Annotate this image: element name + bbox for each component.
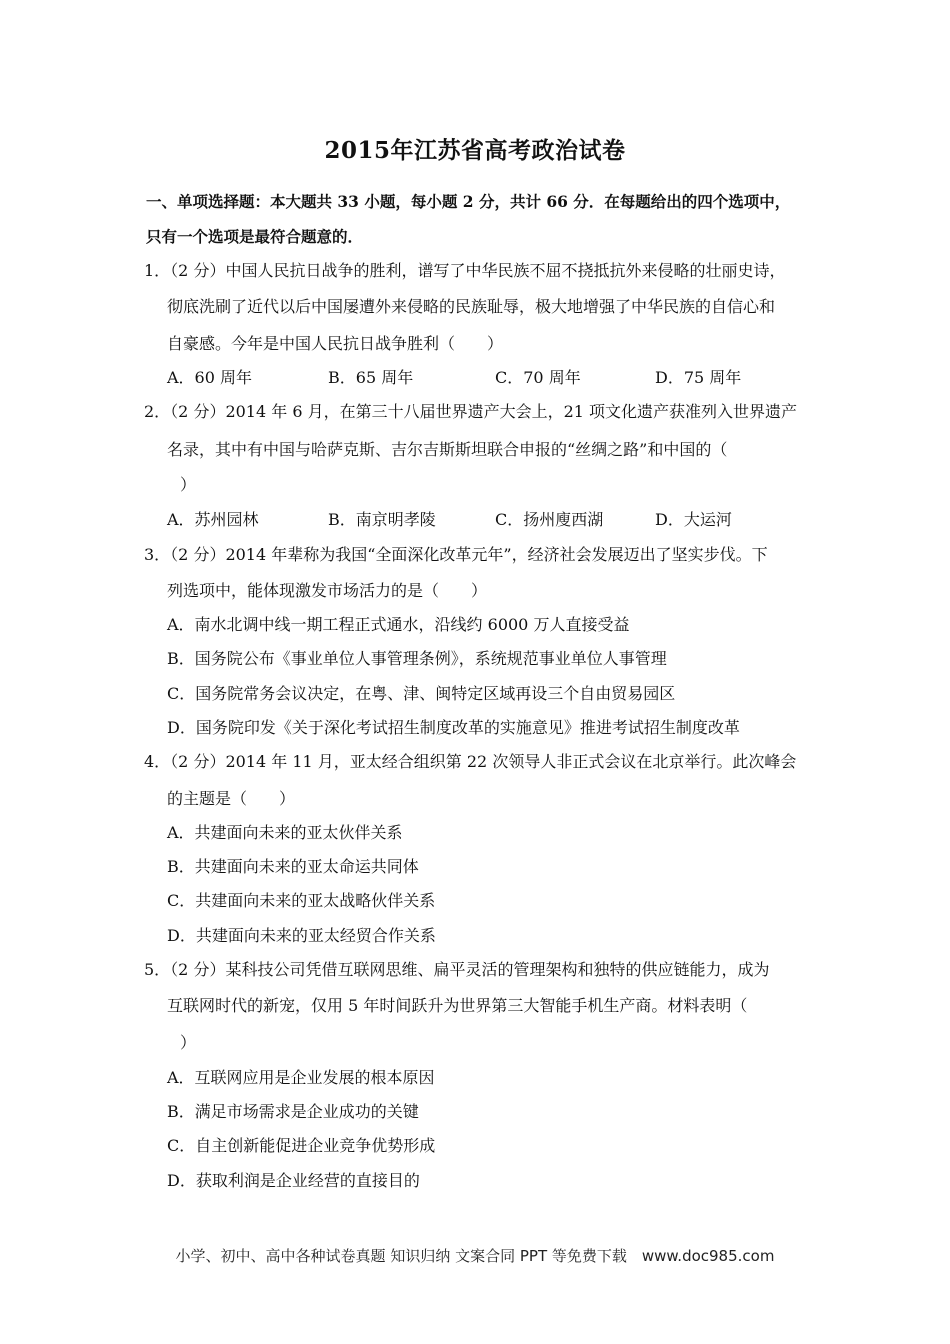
question-5-line-3: ） <box>180 1033 197 1052</box>
question-2-option-d: D．大运河 <box>655 510 732 529</box>
question-1-line-2: 彻底洗刷了近代以后中国屡遭外来侵略的民族耻辱，极大地增强了中华民族的自信心和 <box>167 297 776 316</box>
question-5-line-2: 互联网时代的新宠，仅用 5 年时间跃升为世界第三大智能手机生产商。材料表明（ <box>167 996 748 1015</box>
question-5-option-b: B．满足市场需求是企业成功的关键 <box>167 1102 419 1121</box>
question-5-line-1: 5．（2 分）某科技公司凭借互联网思维、扁平灵活的管理架构和独特的供应链能力，成为 <box>144 960 770 979</box>
question-1-option-a: A．60 周年 <box>167 368 253 387</box>
question-1-line-1: 1．（2 分）中国人民抗日战争的胜利，谱写了中华民族不屈不挠抵抗外来侵略的壮丽史诗， <box>144 261 786 280</box>
question-4-option-b: B．共建面向未来的亚太命运共同体 <box>167 857 419 876</box>
question-2-option-a: A．苏州园林 <box>167 510 259 529</box>
question-1-line-3: 自豪感。今年是中国人民抗日战争胜利（ ） <box>167 334 504 353</box>
question-4-option-c: C．共建面向未来的亚太战略伙伴关系 <box>167 891 436 910</box>
question-3-option-c: C．国务院常务会议决定，在粤、津、闽特定区域再设三个自由贸易园区 <box>167 684 676 703</box>
question-4-line-2: 的主题是（ ） <box>167 789 296 808</box>
question-3-line-1: 3．（2 分）2014 年辈称为我国“全面深化改革元年”，经济社会发展迈出了坚实步伐。下 <box>144 545 768 564</box>
question-2-line-2: 名录，其中有中国与哈萨克斯、吉尔吉斯斯坦联合申报的“丝绸之路”和中国的（ <box>167 440 728 459</box>
question-3-line-2: 列选项中，能体现激发市场活力的是（ ） <box>167 581 488 600</box>
question-5-option-a: A．互联网应用是企业发展的根本原因 <box>167 1068 435 1087</box>
section-heading-line-2: 只有一个选项是最符合题意的． <box>146 227 364 246</box>
question-3-option-a: A．南水北调中线一期工程正式通水，沿线约 6000 万人直接受益 <box>167 615 630 634</box>
page-title: 2015年江苏省高考政治试卷 <box>324 137 626 164</box>
question-5-option-c: C．自主创新能促进企业竞争优势形成 <box>167 1136 436 1155</box>
question-2-line-1: 2．（2 分）2014 年 6 月，在第三十八届世界遗产大会上，21 项文化遗产获准列入世界遗产 <box>144 402 798 421</box>
question-4-option-d: D．共建面向未来的亚太经贸合作关系 <box>167 926 436 945</box>
question-3-option-b: B．国务院公布《事业单位人事管理条例》，系统规范事业单位人事管理 <box>167 649 667 668</box>
question-4-option-a: A．共建面向未来的亚太伙伴关系 <box>167 823 403 842</box>
question-1-option-c: C．70 周年 <box>495 368 581 387</box>
question-4-line-1: 4．（2 分）2014 年 11 月，亚太经合组织第 22 次领导人非正式会议在北京举行。此次峰会 <box>144 752 797 771</box>
question-2-option-b: B．南京明孝陵 <box>328 510 436 529</box>
question-3-option-d: D．国务院印发《关于深化考试招生制度改革的实施意见》推进考试招生制度改革 <box>167 718 740 737</box>
question-1-option-d: D．75 周年 <box>655 368 742 387</box>
question-1-option-b: B．65 周年 <box>328 368 414 387</box>
footer-download-notice: 小学、初中、高中各种试卷真题 知识归纳 文案合同 PPT 等免费下载 www.doc985.com <box>175 1247 775 1265</box>
section-heading-line-1: 一、单项选择题：本大题共 33 小题，每小题 2 分，共计 66 分．在每题给出的四个选项中， <box>146 192 791 211</box>
question-2-option-c: C．扬州廋西湖 <box>495 510 604 529</box>
question-5-option-d: D．获取利润是企业经营的直接目的 <box>167 1171 420 1190</box>
question-2-line-3: ） <box>180 475 197 494</box>
